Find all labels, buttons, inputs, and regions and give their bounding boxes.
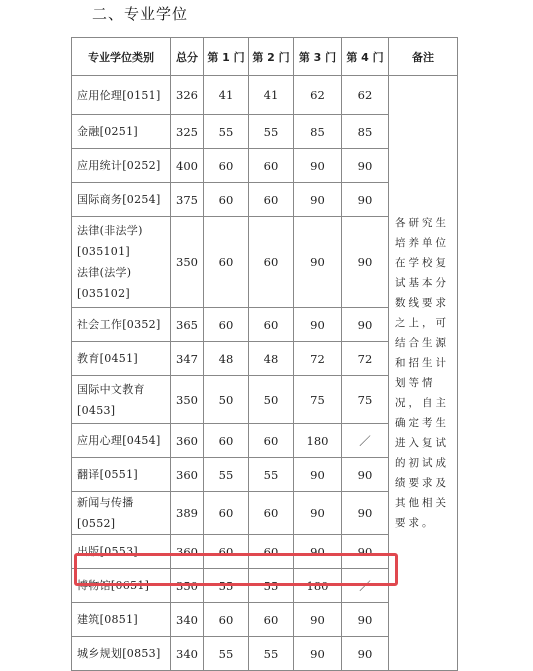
- row-subject-3: 72: [294, 342, 342, 376]
- highlight-box: [74, 553, 398, 586]
- row-subject-3: 90: [294, 458, 342, 492]
- row-subject-4: 90: [342, 535, 389, 569]
- row-subject-4: 75: [342, 376, 389, 424]
- row-total: 375: [171, 183, 204, 217]
- row-subject-4: 90: [342, 149, 389, 183]
- row-subject-3: 180: [294, 424, 342, 458]
- row-category-line: 法律(法学): [77, 266, 132, 279]
- row-subject-3: 90: [294, 603, 342, 637]
- row-subject-1: 55: [204, 115, 249, 149]
- row-category: 博物馆[0651]: [72, 569, 171, 603]
- table-row: [72, 76, 458, 115]
- row-subject-1: 55: [204, 458, 249, 492]
- row-total: 389: [171, 492, 204, 535]
- row-subject-1: 60: [204, 603, 249, 637]
- row-subject-1: 55: [204, 569, 249, 603]
- row-subject-3: 90: [294, 217, 342, 308]
- row-total: 340: [171, 603, 204, 637]
- row-category: 社会工作[0352]: [72, 308, 171, 342]
- row-subject-4: 90: [342, 603, 389, 637]
- row-subject-4: 62: [342, 76, 389, 115]
- row-subject-1: 60: [204, 217, 249, 308]
- row-subject-2: 50: [249, 376, 294, 424]
- header-category: 专业学位类别: [72, 38, 171, 76]
- row-subject-3: 90: [294, 149, 342, 183]
- table-header-row: [72, 38, 458, 76]
- header-subject-4: 第 4 门: [342, 38, 389, 76]
- row-subject-4: 72: [342, 342, 389, 376]
- row-total: 350: [171, 569, 204, 603]
- row-category-multiline: [72, 217, 171, 308]
- header-subject-3: 第 3 门: [294, 38, 342, 76]
- row-subject-3: 180: [294, 569, 342, 603]
- row-category: 应用统计[0252]: [72, 149, 171, 183]
- row-total: 360: [171, 535, 204, 569]
- row-subject-3: 75: [294, 376, 342, 424]
- row-subject-2: 55: [249, 569, 294, 603]
- row-category: 应用心理[0454]: [72, 424, 171, 458]
- row-total: 326: [171, 76, 204, 115]
- header-total: 总分: [171, 38, 204, 76]
- row-subject-2: 60: [249, 535, 294, 569]
- row-subject-1: 48: [204, 342, 249, 376]
- row-total: 365: [171, 308, 204, 342]
- row-subject-2: 60: [249, 183, 294, 217]
- row-subject-4: 90: [342, 183, 389, 217]
- row-category: 国际商务[0254]: [72, 183, 171, 217]
- row-total: 325: [171, 115, 204, 149]
- notes-cell: 各研究生培养单位在学校复试基本分数线要求之上，可结合生源和招生计划等情况，自主确定考生进入复试的初试成绩要求及其他相关要求。: [389, 76, 458, 671]
- row-subject-1: 41: [204, 76, 249, 115]
- row-category-line: [035102]: [77, 287, 130, 300]
- row-subject-4: ／: [342, 569, 389, 603]
- row-category: 应用伦理[0151]: [72, 76, 171, 115]
- row-total: 360: [171, 458, 204, 492]
- row-subject-1: 60: [204, 424, 249, 458]
- row-subject-2: 48: [249, 342, 294, 376]
- row-subject-3: 85: [294, 115, 342, 149]
- row-subject-3: 90: [294, 535, 342, 569]
- row-subject-3: 90: [294, 183, 342, 217]
- row-subject-1: 60: [204, 492, 249, 535]
- row-subject-1: 60: [204, 308, 249, 342]
- row-subject-3: 62: [294, 76, 342, 115]
- row-category: 教育[0451]: [72, 342, 171, 376]
- row-subject-2: 55: [249, 458, 294, 492]
- row-total: 360: [171, 424, 204, 458]
- row-category-multiline: [72, 376, 171, 424]
- row-category: 新闻与传播[0552]: [72, 492, 171, 535]
- row-subject-1: 50: [204, 376, 249, 424]
- row-category-line: [0453]: [77, 403, 116, 417]
- row-category-line: [035101]: [77, 245, 130, 258]
- row-subject-2: 60: [249, 492, 294, 535]
- row-subject-2: 60: [249, 217, 294, 308]
- row-total: 340: [171, 637, 204, 671]
- header-subject-2: 第 2 门: [249, 38, 294, 76]
- row-subject-4: 90: [342, 637, 389, 671]
- row-subject-3: 90: [294, 308, 342, 342]
- row-subject-2: 60: [249, 308, 294, 342]
- row-subject-1: 60: [204, 183, 249, 217]
- row-subject-2: 60: [249, 603, 294, 637]
- row-total: 347: [171, 342, 204, 376]
- header-notes: 备注: [389, 38, 458, 76]
- row-subject-2: 55: [249, 637, 294, 671]
- row-subject-4: 90: [342, 492, 389, 535]
- row-subject-4: 90: [342, 308, 389, 342]
- row-total: 350: [171, 217, 204, 308]
- row-category: 建筑[0851]: [72, 603, 171, 637]
- row-category-line: 国际中文教育: [77, 382, 145, 396]
- row-subject-4: 90: [342, 217, 389, 308]
- row-subject-4: 90: [342, 458, 389, 492]
- row-category-line: 法律(非法学): [77, 224, 143, 237]
- row-subject-3: 90: [294, 637, 342, 671]
- row-subject-3: 90: [294, 492, 342, 535]
- row-total: 400: [171, 149, 204, 183]
- row-category: 金融[0251]: [72, 115, 171, 149]
- row-subject-2: 41: [249, 76, 294, 115]
- row-subject-1: 60: [204, 535, 249, 569]
- row-subject-1: 60: [204, 149, 249, 183]
- row-subject-2: 60: [249, 149, 294, 183]
- row-category: 出版[0553]: [72, 535, 171, 569]
- row-category: 翻译[0551]: [72, 458, 171, 492]
- header-subject-1: 第 1 门: [204, 38, 249, 76]
- row-subject-4: ／: [342, 424, 389, 458]
- row-total: 350: [171, 376, 204, 424]
- row-subject-2: 55: [249, 115, 294, 149]
- row-category: 城乡规划[0853]: [72, 637, 171, 671]
- section-title: 二、专业学位: [92, 5, 189, 23]
- row-subject-2: 60: [249, 424, 294, 458]
- row-subject-4: 85: [342, 115, 389, 149]
- row-subject-1: 55: [204, 637, 249, 671]
